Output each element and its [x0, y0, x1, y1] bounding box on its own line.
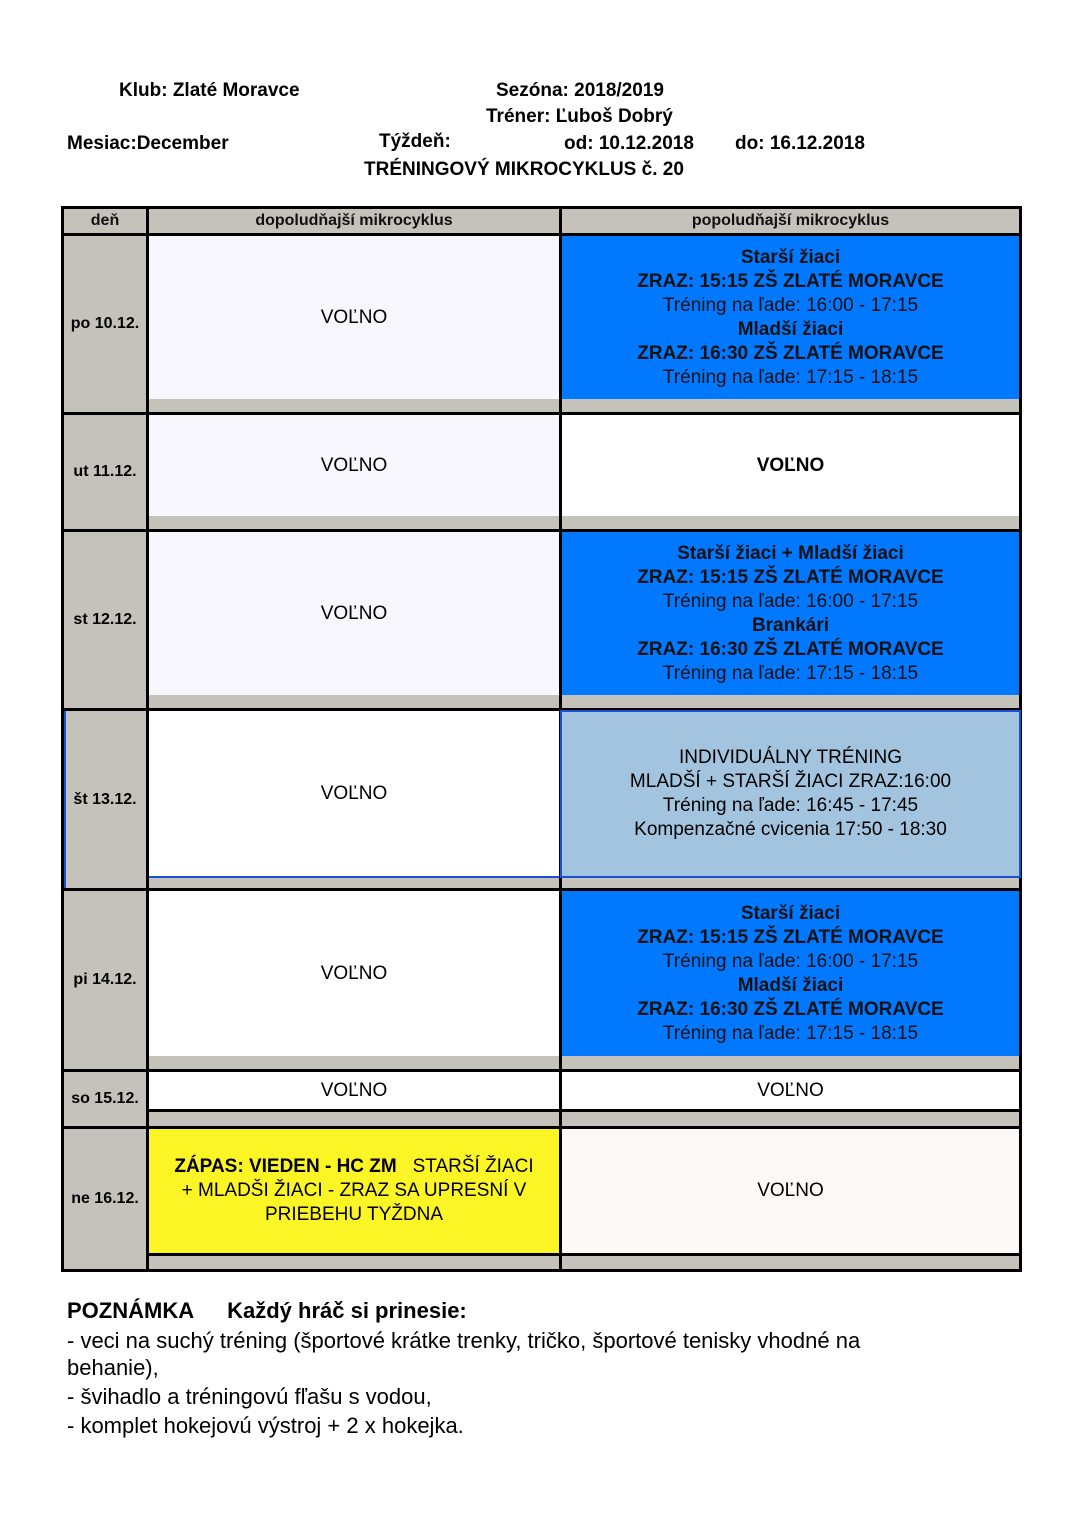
afternoon-cell: [562, 891, 1019, 1056]
page-title: TRÉNINGOVÝ MIKROCYKLUS č. 20: [364, 159, 684, 180]
match-title: ZÁPAS: VIEDEN - HC ZM: [174, 1156, 397, 1177]
morning-cell: VOĽNO: [149, 532, 559, 695]
afternoon-cell: [562, 236, 1019, 399]
morning-cell: [149, 1129, 559, 1253]
day-cell: po 10.12.: [64, 236, 146, 412]
note-heading-line: [67, 1298, 467, 1324]
day-cell: so 15.12.: [64, 1072, 146, 1126]
ice-training-time: Tréning na ľade: 17:15 - 18:15: [662, 662, 919, 684]
row-spacer: [562, 399, 1019, 412]
season: Sezóna: 2018/2019: [496, 80, 664, 101]
col-header-day: deň: [64, 209, 146, 233]
afternoon-cell: VOĽNO: [562, 1072, 1019, 1109]
group-label: Starší žiaci + Mladší žiaci: [677, 542, 904, 564]
morning-cell: VOĽNO: [149, 891, 559, 1056]
group-label: Starší žiaci: [740, 246, 841, 268]
training-type: INDIVIDUÁLNY TRÉNING: [678, 747, 903, 768]
row-spacer: [149, 1056, 559, 1069]
note-line: - švihadlo a tréningovú fľašu s vodou,: [67, 1384, 432, 1409]
col-header-morning: dopoludňajší mikrocyklus: [149, 209, 559, 233]
row-spacer: [562, 695, 1019, 708]
match-line-2: + MLADŠI ŽIACI - ZRAZ SA UPRESNÍ V: [181, 1180, 527, 1201]
note-line: - veci na suchý tréning (športové krátke trenky, tričko, športové tenisky vhodné na: [67, 1328, 861, 1353]
ice-training-time: Tréning na ľade: 16:00 - 17:15: [662, 294, 919, 316]
meeting-time: ZRAZ: 15:15 ZŠ ZLATÉ MORAVCE: [637, 926, 944, 948]
day-cell: st 12.12.: [64, 532, 146, 708]
group-label: Mladší žiaci: [737, 318, 844, 340]
row-spacer: [149, 399, 559, 412]
afternoon-cell: [562, 532, 1019, 695]
month: Mesiac:December: [67, 133, 229, 154]
group-label: Starší žiaci: [740, 902, 841, 924]
row-spacer: [149, 876, 559, 888]
row-spacer: [149, 1256, 559, 1269]
row-spacer: [562, 516, 1019, 529]
meeting-time: ZRAZ: 16:30 ZŠ ZLATÉ MORAVCE: [637, 998, 944, 1020]
morning-cell: VOĽNO: [149, 415, 559, 516]
match-line-3: PRIEBEHU TYŽDNA: [264, 1204, 444, 1225]
col-header-afternoon: popoludňajší mikrocyklus: [562, 209, 1019, 233]
meeting-time: MLADŠÍ + STARŠÍ ŽIACI ZRAZ:16:00: [629, 771, 952, 792]
ice-training-time: Tréning na ľade: 17:15 - 18:15: [662, 366, 919, 388]
row-spacer: [149, 1112, 559, 1126]
schedule-table: [61, 206, 1022, 1272]
afternoon-cell: VOĽNO: [562, 1129, 1019, 1253]
afternoon-cell: VOĽNO: [562, 415, 1019, 516]
morning-cell: VOĽNO: [149, 236, 559, 399]
match-line-1: [174, 1155, 533, 1179]
day-cell: ut 11.12.: [64, 415, 146, 529]
morning-cell: VOĽNO: [149, 1072, 559, 1109]
note-heading: Každý hráč si prinesie:: [227, 1298, 467, 1323]
match-teams: STARŠÍ ŽIACI: [412, 1156, 534, 1177]
day-cell: št 13.12.: [64, 711, 146, 888]
day-cell: ne 16.12.: [64, 1129, 146, 1269]
compensation-exercises: Kompenzačné cvicenia 17:50 - 18:30: [634, 819, 947, 840]
note-line: behanie),: [67, 1355, 159, 1380]
meeting-time: ZRAZ: 15:15 ZŠ ZLATÉ MORAVCE: [637, 270, 944, 292]
note-label: POZNÁMKA: [67, 1298, 195, 1323]
meeting-time: ZRAZ: 16:30 ZŠ ZLATÉ MORAVCE: [637, 342, 944, 364]
afternoon-cell: [560, 710, 1021, 878]
group-label: Mladší žiaci: [737, 974, 844, 996]
row-spacer: [562, 878, 1019, 888]
row-spacer: [149, 516, 559, 529]
coach: Tréner: Ľuboš Dobrý: [486, 106, 673, 127]
meeting-time: ZRAZ: 16:30 ZŠ ZLATÉ MORAVCE: [637, 638, 944, 660]
ice-training-time: Tréning na ľade: 17:15 - 18:15: [662, 1022, 919, 1044]
row-spacer: [562, 1112, 1019, 1126]
group-label: Brankári: [751, 614, 830, 636]
note-line: - komplet hokejovú výstroj + 2 x hokejka.: [67, 1413, 464, 1438]
day-cell: pi 14.12.: [64, 891, 146, 1069]
meeting-time: ZRAZ: 15:15 ZŠ ZLATÉ MORAVCE: [637, 566, 944, 588]
row-spacer: [562, 1256, 1019, 1269]
row-spacer: [562, 1056, 1019, 1069]
date-to: do: 16.12.2018: [735, 133, 865, 154]
ice-training-time: Tréning na ľade: 16:45 - 17:45: [662, 795, 919, 816]
week-label: Týždeň:: [379, 131, 451, 152]
morning-cell: VOĽNO: [149, 711, 559, 876]
ice-training-time: Tréning na ľade: 16:00 - 17:15: [662, 590, 919, 612]
row-spacer: [149, 695, 559, 708]
date-from: od: 10.12.2018: [564, 133, 694, 154]
club-name: Klub: Zlaté Moravce: [119, 80, 300, 101]
ice-training-time: Tréning na ľade: 16:00 - 17:15: [662, 950, 919, 972]
